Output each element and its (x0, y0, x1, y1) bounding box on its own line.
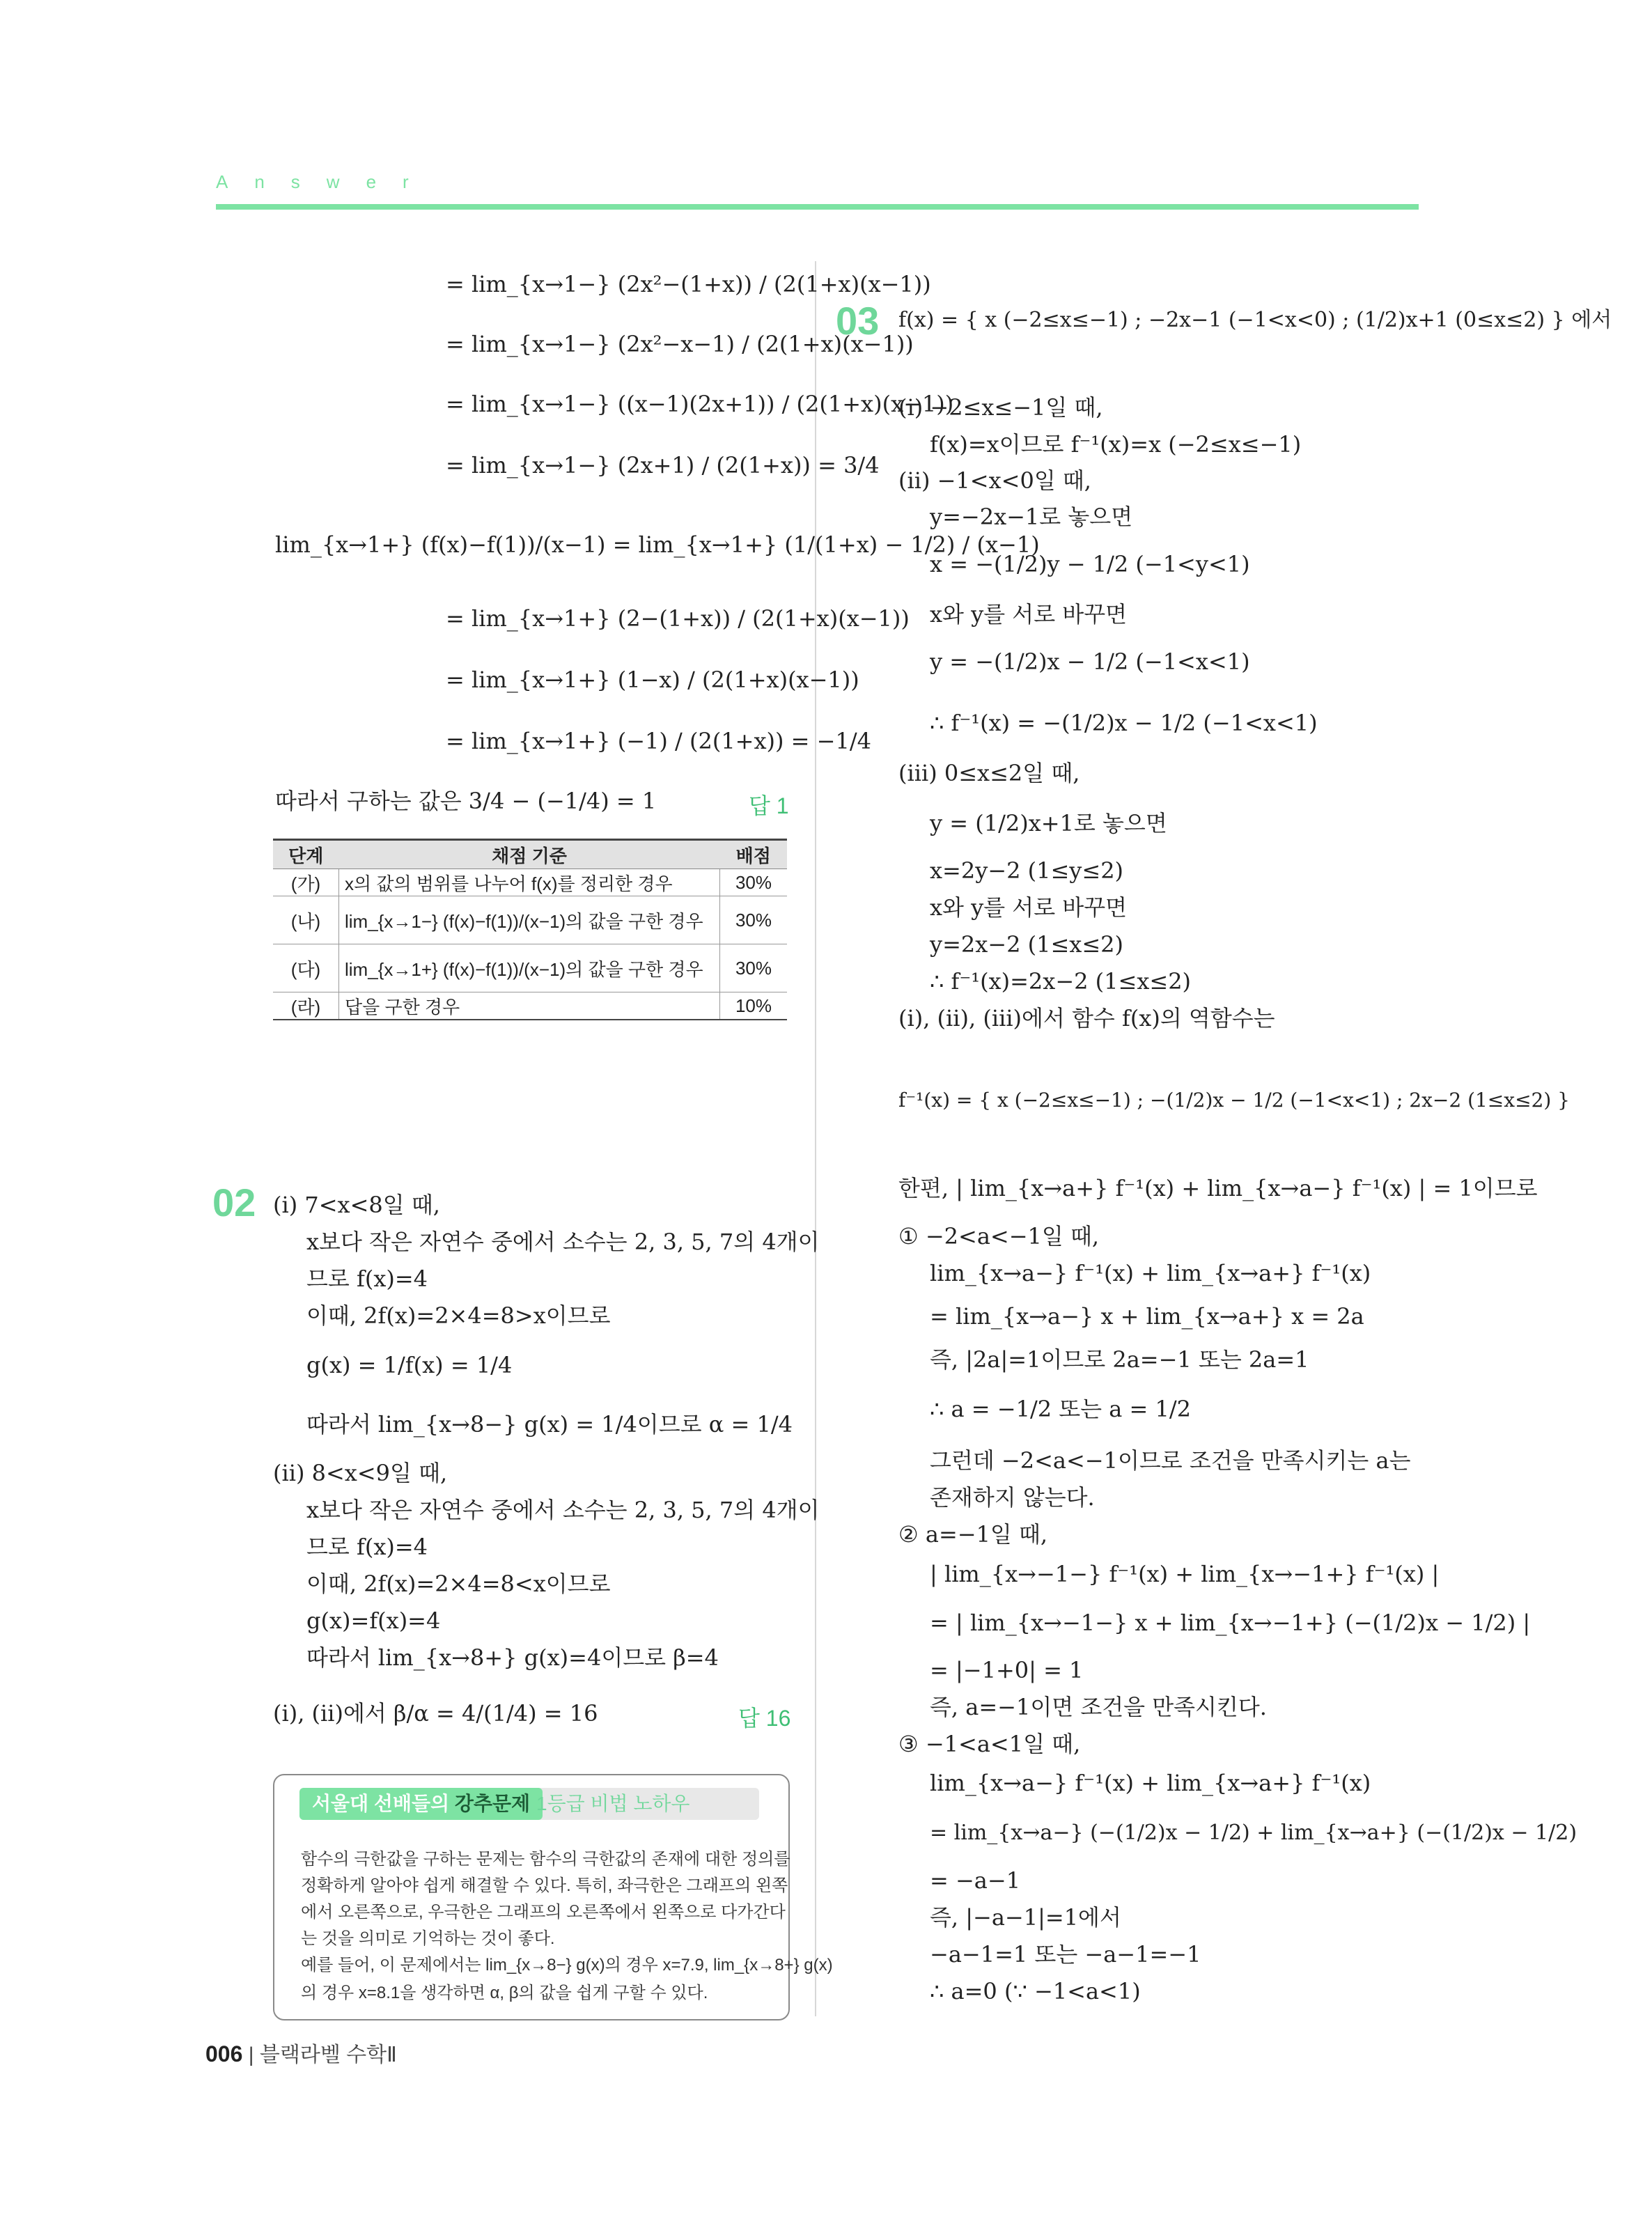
math-line: f(x)=x이므로 f⁻¹(x)=x (−2≤x≤−1) (930, 431, 1302, 458)
math-line: 이때, 2f(x)=2×4=8>x이므로 (306, 1302, 611, 1329)
math-line: x = −(1/2)y − 1/2 (−1<y<1) (930, 551, 1250, 577)
math-line: (ⅰ) −2≤x≤−1일 때, (898, 394, 1103, 421)
math-line: x와 y를 서로 바꾸면 (930, 894, 1128, 921)
step-cell: (다) (273, 944, 339, 992)
math-line: 므로 f(x)=4 (306, 1534, 428, 1560)
math-line: ② a=−1일 때, (898, 1521, 1048, 1548)
header-rule (216, 204, 1419, 210)
math-line: g(x)=f(x)=4 (306, 1607, 441, 1634)
table-row (273, 992, 787, 1020)
math-line: y = −(1/2)x − 1/2 (−1<x<1) (930, 648, 1250, 675)
criterion-cell: 답을 구한 경우 (339, 992, 720, 1020)
step-cell: (나) (273, 896, 339, 944)
math-line: f(x) = { x (−2≤x≤−1) ; −2x−1 (−1<x<0) ; (1/2)x+1 (0≤x≤2) } 에서 (898, 308, 1612, 332)
book-title: 블랙라벨 수학Ⅱ (259, 2043, 397, 2066)
math-line: ∴ f⁻¹(x)=2x−2 (1≤x≤2) (930, 968, 1192, 995)
math-line: f⁻¹(x) = { x (−2≤x≤−1) ; −(1/2)x − 1/2 (−1<x<1) ; 2x−2 (1≤x≤2) } (898, 1089, 1570, 1112)
header-label: Answer (216, 171, 435, 192)
table-row (273, 896, 787, 944)
score-cell: 30% (720, 896, 788, 944)
math-line: (ⅱ) −1<x<0일 때, (898, 467, 1091, 494)
tip-title-prefix: 서울대 선배들의 (312, 1793, 450, 1814)
answer-label: 답 1 (749, 793, 789, 818)
math-line: = lim_{x→1+} (−1) / (2(1+x)) = −1/4 (446, 728, 871, 754)
math-line: ∴ f⁻¹(x) = −(1/2)x − 1/2 (−1<x<1) (930, 710, 1318, 736)
math-line: = −a−1 (930, 1867, 1021, 1894)
math-line: = lim_{x→1−} (2x+1) / (2(1+x)) = 3/4 (446, 452, 880, 478)
score-cell: 30% (720, 869, 788, 896)
tip-line: 예를 들어, 이 문제에서는 lim_{x→8−} g(x)의 경우 x=7.9, lim_{x→8+} g(x) (301, 1956, 833, 1975)
math-line: y=−2x−1로 놓으면 (930, 504, 1133, 530)
page-number: 006 (205, 2041, 243, 2066)
criterion-cell: lim_{x→1−} (f(x)−f(1))/(x−1)의 값을 구한 경우 (339, 896, 720, 944)
math-line: −a−1=1 또는 −a−1=−1 (930, 1941, 1201, 1968)
math-line: y=2x−2 (1≤x≤2) (930, 931, 1123, 958)
tip-subtitle: 1등급 비법 노하우 (536, 1793, 690, 1814)
problem-number: 03 (836, 299, 880, 343)
tip-line: 에서 오른쪽으로, 우극한은 그래프의 오른쪽에서 왼쪽으로 다가간다 (301, 1903, 786, 1922)
math-line: ∴ a=0 (∵ −1<a<1) (930, 1978, 1141, 2004)
tip-line: 정확하게 알아야 쉽게 해결할 수 있다. 특히, 좌극한은 그래프의 왼쪽 (301, 1876, 788, 1895)
math-line: (ⅰ) 7<x<8일 때, (273, 1192, 440, 1218)
math-line: 따라서 lim_{x→8+} g(x)=4이므로 β=4 (306, 1644, 719, 1671)
conclusion: 따라서 구하는 값은 3/4 − (−1/4) = 1 (275, 788, 657, 814)
math-line: x보다 작은 자연수 중에서 소수는 2, 3, 5, 7의 4개이 (306, 1229, 820, 1255)
math-line: 그런데 −2<a<−1이므로 조건을 만족시키는 a는 (930, 1447, 1411, 1474)
math-line: 므로 f(x)=4 (306, 1266, 428, 1292)
math-line: 즉, |−a−1|=1에서 (930, 1904, 1121, 1931)
math-line: = lim_{x→1+} (1−x) / (2(1+x)(x−1)) (446, 667, 859, 693)
math-line: = lim_{x→1+} (2−(1+x)) / (2(1+x)(x−1)) (446, 605, 910, 632)
math-line: ③ −1<a<1일 때, (898, 1731, 1081, 1757)
math-line: = lim_{x→1−} (2x²−x−1) / (2(1+x)(x−1)) (446, 331, 914, 357)
answer-label: 답 16 (738, 1706, 791, 1731)
math-line: 즉, a=−1이면 조건을 만족시킨다. (930, 1694, 1267, 1720)
math-line: = lim_{x→1−} ((x−1)(2x+1)) / (2(1+x)(x−1)) (446, 391, 954, 417)
math-line: lim_{x→a−} f⁻¹(x) + lim_{x→a+} f⁻¹(x) (930, 1770, 1371, 1796)
math-line: | lim_{x→−1−} f⁻¹(x) + lim_{x→−1+} f⁻¹(x) | (930, 1561, 1440, 1587)
math-line: = lim_{x→a−} (−(1/2)x − 1/2) + lim_{x→a+} (−(1/2)x − 1/2) (930, 1821, 1577, 1845)
math-line: ① −2<a<−1일 때, (898, 1223, 1100, 1249)
math-line: ∴ a = −1/2 또는 a = 1/2 (930, 1396, 1191, 1422)
math-line: 이때, 2f(x)=2×4=8<x이므로 (306, 1571, 611, 1597)
math-line: 한편, | lim_{x→a+} f⁻¹(x) + lim_{x→a−} f⁻¹(x) | = 1이므로 (898, 1175, 1538, 1201)
column-divider (815, 261, 816, 2016)
criterion-cell: x의 값의 범위를 나누어 f(x)를 정리한 경우 (339, 869, 720, 896)
math-line: g(x) = 1/f(x) = 1/4 (306, 1352, 513, 1378)
math-line: 즉, |2a|=1이므로 2a=−1 또는 2a=1 (930, 1346, 1309, 1373)
criterion-cell: lim_{x→1+} (f(x)−f(1))/(x−1)의 값을 구한 경우 (339, 944, 720, 992)
math-line: = |−1+0| = 1 (930, 1657, 1084, 1683)
table-header: 채점 기준 (339, 840, 720, 869)
footer-separator: | (248, 2043, 260, 2066)
tip-line: 함수의 극한값을 구하는 문제는 함수의 극한값의 존재에 대한 정의를 (301, 1850, 790, 1869)
tip-title (299, 1788, 543, 1820)
score-cell: 30% (720, 944, 788, 992)
math-line: (ⅲ) 0≤x≤2일 때, (898, 760, 1080, 786)
step-cell: (가) (273, 869, 339, 896)
tip-header (299, 1788, 759, 1820)
table-row (273, 869, 787, 896)
tip-box (273, 1774, 833, 2020)
math-line: 존재하지 않는다. (930, 1484, 1095, 1511)
scoring-table (273, 839, 787, 1020)
tip-line: 의 경우 x=8.1을 생각하면 α, β의 값을 쉽게 구할 수 있다. (301, 1984, 708, 2002)
page-footer (205, 2037, 397, 2068)
math-line: (ⅰ), (ⅱ)에서 β/α = 4/(1/4) = 16 (273, 1700, 598, 1727)
table-row (273, 944, 787, 992)
math-line: = | lim_{x→−1−} x + lim_{x→−1+} (−(1/2)x − 1/2) | (930, 1610, 1531, 1636)
math-line: x와 y를 서로 바꾸면 (930, 601, 1128, 628)
step-cell: (라) (273, 992, 339, 1020)
tip-title-bold: 강추문제 (454, 1793, 531, 1814)
problem-number: 02 (212, 1181, 256, 1224)
table-header: 단계 (273, 840, 339, 869)
math-line: x=2y−2 (1≤y≤2) (930, 857, 1124, 884)
tip-line: 는 것을 의미로 기억하는 것이 좋다. (301, 1929, 555, 1948)
math-line: (ⅱ) 8<x<9일 때, (273, 1460, 448, 1486)
score-cell: 10% (720, 992, 788, 1020)
math-line: 따라서 lim_{x→8−} g(x) = 1/4이므로 α = 1/4 (306, 1411, 793, 1438)
math-line: (ⅰ), (ⅱ), (ⅲ)에서 함수 f(x)의 역함수는 (898, 1005, 1275, 1031)
math-line: = lim_{x→a−} x + lim_{x→a+} x = 2a (930, 1303, 1364, 1330)
math-line: lim_{x→1+} (f(x)−f(1))/(x−1) = lim_{x→1+} (1/(1+x) − 1/2) / (x−1) (275, 531, 1040, 558)
math-line: lim_{x→a−} f⁻¹(x) + lim_{x→a+} f⁻¹(x) (930, 1260, 1371, 1286)
math-line: x보다 작은 자연수 중에서 소수는 2, 3, 5, 7의 4개이 (306, 1497, 820, 1523)
math-line: = lim_{x→1−} (2x²−(1+x)) / (2(1+x)(x−1)) (446, 271, 931, 297)
math-line: y = (1/2)x+1로 놓으면 (930, 810, 1167, 836)
table-header: 배점 (720, 840, 788, 869)
